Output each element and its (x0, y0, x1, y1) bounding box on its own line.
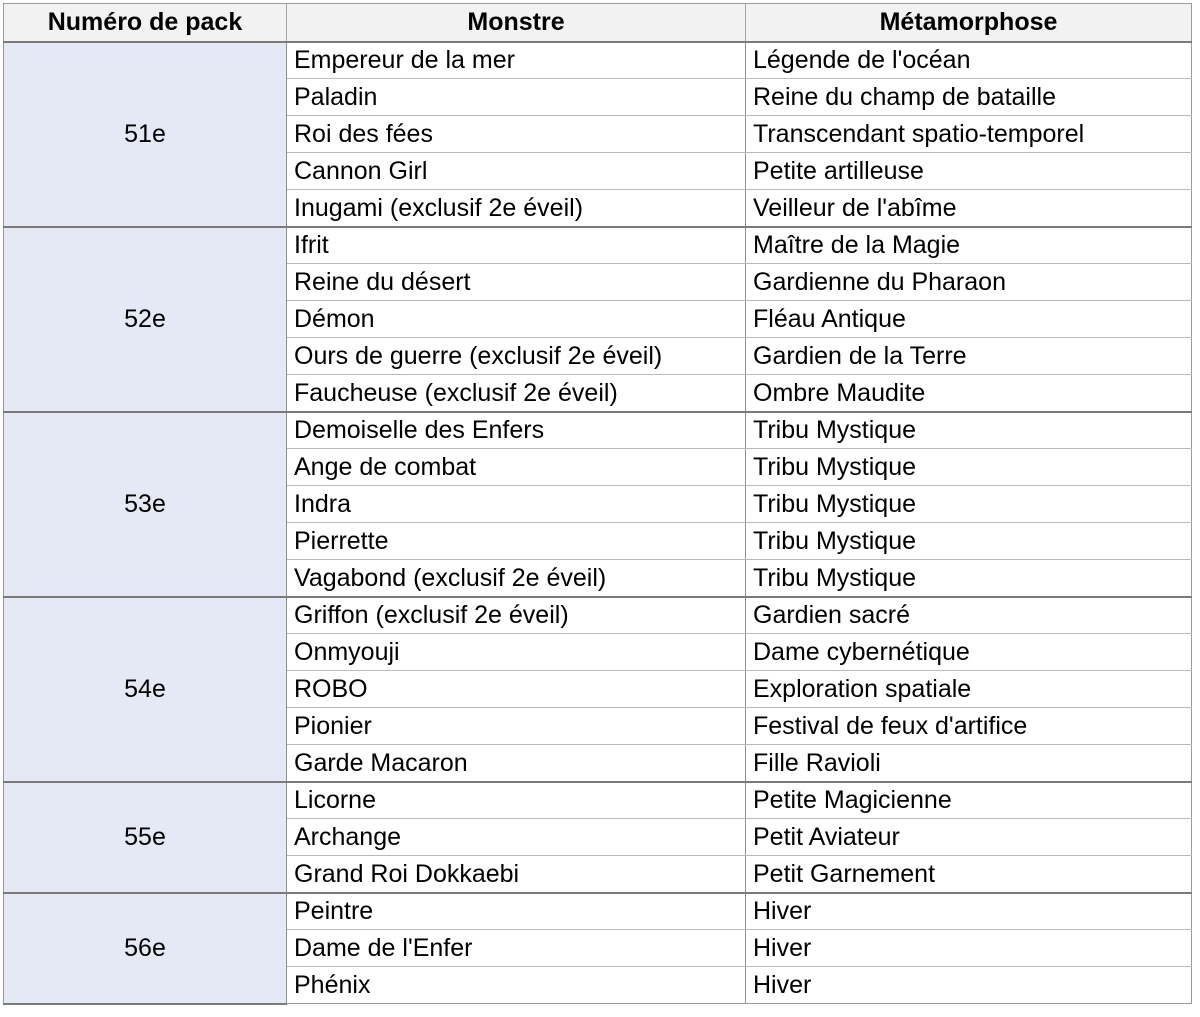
monster-cell: Ifrit (287, 227, 746, 264)
table-body (4, 42, 1192, 1004)
pack-number-cell: 52e (4, 227, 287, 412)
monster-cell: Ange de combat (287, 449, 746, 486)
metamorphose-cell: Dame cybernétique (746, 634, 1192, 671)
table-row (4, 782, 1192, 819)
metamorphose-cell: Hiver (746, 893, 1192, 930)
metamorphose-cell: Gardien sacré (746, 597, 1192, 634)
monster-cell: Faucheuse (exclusif 2e éveil) (287, 375, 746, 412)
monster-cell: Démon (287, 301, 746, 338)
monster-cell: Vagabond (exclusif 2e éveil) (287, 560, 746, 597)
column-header-metamorphose: Métamorphose (746, 4, 1192, 42)
monster-cell: Empereur de la mer (287, 42, 746, 79)
pack-number-cell: 53e (4, 412, 287, 597)
pack-number-cell: 51e (4, 42, 287, 227)
metamorphose-cell: Maître de la Magie (746, 227, 1192, 264)
metamorphose-cell: Exploration spatiale (746, 671, 1192, 708)
metamorphose-cell: Hiver (746, 967, 1192, 1004)
monster-cell: Onmyouji (287, 634, 746, 671)
column-header-pack: Numéro de pack (4, 4, 287, 42)
metamorphose-cell: Gardien de la Terre (746, 338, 1192, 375)
metamorphose-cell: Hiver (746, 930, 1192, 967)
table-row (4, 597, 1192, 634)
monster-cell: Garde Macaron (287, 745, 746, 782)
monster-cell: Reine du désert (287, 264, 746, 301)
monster-cell: Pionier (287, 708, 746, 745)
monster-cell: Phénix (287, 967, 746, 1004)
metamorphose-cell: Petite Magicienne (746, 782, 1192, 819)
pack-metamorphose-table (3, 3, 1192, 1005)
metamorphose-cell: Petit Aviateur (746, 819, 1192, 856)
metamorphose-cell: Reine du champ de bataille (746, 79, 1192, 116)
monster-cell: Cannon Girl (287, 153, 746, 190)
monster-cell: Archange (287, 819, 746, 856)
metamorphose-cell: Fille Ravioli (746, 745, 1192, 782)
metamorphose-cell: Tribu Mystique (746, 486, 1192, 523)
monster-cell: Peintre (287, 893, 746, 930)
column-header-monstre: Monstre (287, 4, 746, 42)
table-header (4, 4, 1192, 42)
monster-cell: Ours de guerre (exclusif 2e éveil) (287, 338, 746, 375)
pack-number-cell: 54e (4, 597, 287, 782)
monster-cell: Roi des fées (287, 116, 746, 153)
metamorphose-cell: Veilleur de l'abîme (746, 190, 1192, 227)
metamorphose-cell: Tribu Mystique (746, 560, 1192, 597)
metamorphose-cell: Festival de feux d'artifice (746, 708, 1192, 745)
metamorphose-cell: Tribu Mystique (746, 412, 1192, 449)
monster-cell: Pierrette (287, 523, 746, 560)
metamorphose-cell: Légende de l'océan (746, 42, 1192, 79)
table-row (4, 227, 1192, 264)
pack-number-cell: 55e (4, 782, 287, 893)
table-row (4, 893, 1192, 930)
monster-cell: Grand Roi Dokkaebi (287, 856, 746, 893)
metamorphose-cell: Fléau Antique (746, 301, 1192, 338)
monster-cell: Indra (287, 486, 746, 523)
pack-number-cell: 56e (4, 893, 287, 1004)
table-row (4, 412, 1192, 449)
monster-cell: Dame de l'Enfer (287, 930, 746, 967)
metamorphose-cell: Petit Garnement (746, 856, 1192, 893)
monster-cell: Demoiselle des Enfers (287, 412, 746, 449)
metamorphose-cell: Tribu Mystique (746, 523, 1192, 560)
monster-cell: Paladin (287, 79, 746, 116)
metamorphose-cell: Petite artilleuse (746, 153, 1192, 190)
monster-cell: Griffon (exclusif 2e éveil) (287, 597, 746, 634)
metamorphose-cell: Gardienne du Pharaon (746, 264, 1192, 301)
monster-cell: Inugami (exclusif 2e éveil) (287, 190, 746, 227)
metamorphose-cell: Transcendant spatio-temporel (746, 116, 1192, 153)
metamorphose-cell: Tribu Mystique (746, 449, 1192, 486)
metamorphose-cell: Ombre Maudite (746, 375, 1192, 412)
monster-cell: ROBO (287, 671, 746, 708)
header-row (4, 4, 1192, 42)
monster-cell: Licorne (287, 782, 746, 819)
table-row (4, 42, 1192, 79)
